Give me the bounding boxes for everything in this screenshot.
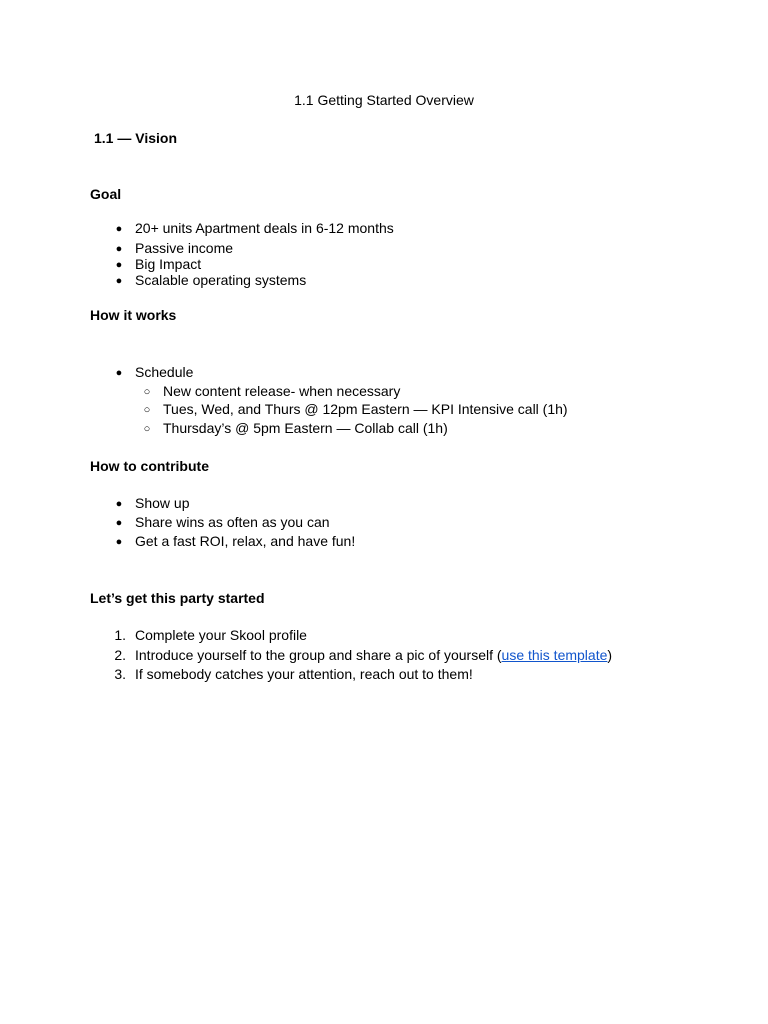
list-item	[135, 647, 612, 664]
list-item: Big Impact	[135, 256, 202, 272]
bullet-icon: ●	[115, 517, 123, 529]
bullet-icon: ●	[115, 223, 123, 235]
bullet-icon: ●	[115, 259, 123, 271]
how-to-contribute-heading: How to contribute	[90, 458, 209, 474]
list-item: Thursday’s @ 5pm Eastern — Collab call (1h)	[163, 420, 448, 436]
list-item: If somebody catches your attention, reach out to them!	[135, 666, 473, 682]
list-item: Passive income	[135, 240, 234, 256]
list-number: 2.	[114, 647, 126, 663]
vision-heading: 1.1 — Vision	[94, 130, 177, 146]
schedule-label: Schedule	[135, 364, 194, 380]
bullet-icon: ●	[115, 498, 123, 510]
list-item: Share wins as often as you can	[135, 514, 330, 530]
circle-bullet-icon: ○	[143, 423, 151, 435]
template-link[interactable]: use this template	[501, 647, 608, 663]
bullet-icon: ●	[115, 243, 123, 255]
list-item: Show up	[135, 495, 190, 511]
list-item: Get a fast ROI, relax, and have fun!	[135, 533, 356, 549]
bullet-icon: ●	[115, 536, 123, 548]
list-number: 1.	[114, 627, 126, 643]
goal-heading: Goal	[90, 186, 122, 202]
circle-bullet-icon: ○	[143, 404, 151, 416]
list-item: Complete your Skool profile	[135, 627, 307, 643]
list-item: Tues, Wed, and Thurs @ 12pm Eastern — KPI Intensive call (1h)	[163, 401, 568, 417]
bullet-icon: ●	[115, 367, 123, 379]
list-item: Scalable operating systems	[135, 272, 307, 288]
list-item: 20+ units Apartment deals in 6-12 months	[135, 220, 394, 236]
how-it-works-heading: How it works	[90, 307, 177, 323]
list-item: New content release- when necessary	[163, 383, 401, 399]
bullet-icon: ●	[115, 275, 123, 287]
page-title: 1.1 Getting Started Overview	[294, 92, 474, 108]
list-item-text: Introduce yourself to the group and share a pic of yourself (	[135, 647, 502, 663]
circle-bullet-icon: ○	[143, 386, 151, 398]
list-item-text-after: )	[607, 647, 613, 663]
party-heading: Let’s get this party started	[90, 590, 265, 606]
list-number: 3.	[114, 666, 126, 682]
